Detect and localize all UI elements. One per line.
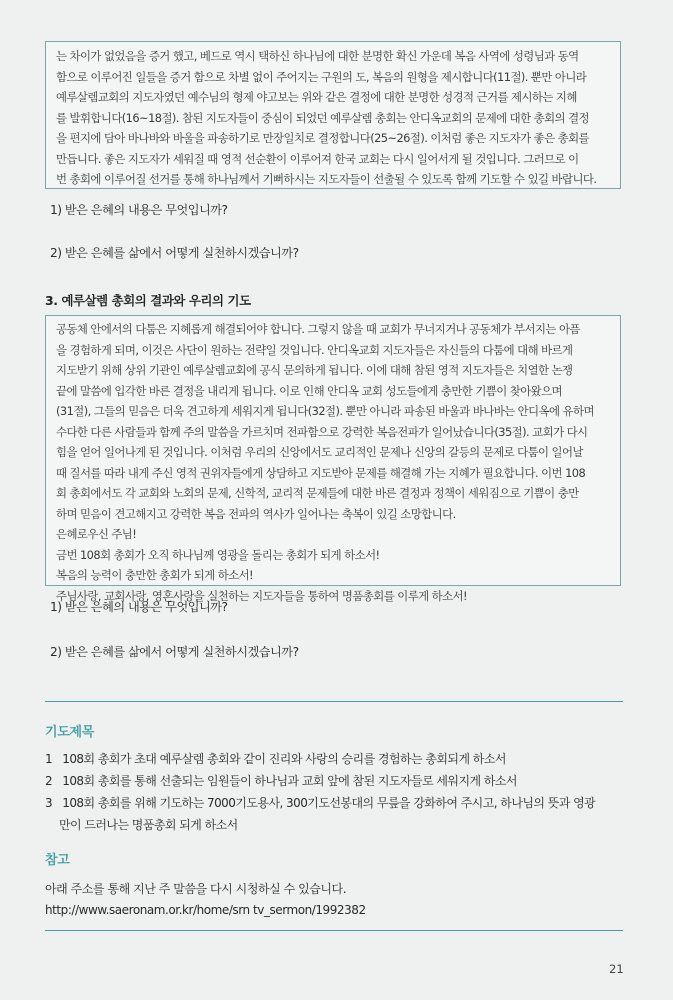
section-heading: 3. 예루살렘 총회의 결과와 우리의 기도 bbox=[45, 293, 251, 308]
question-1-grace: 1) 받은 은혜의 내용은 무엇입니까? bbox=[50, 203, 228, 217]
box2-prayer-line: 주님사랑, 교회사랑, 영혼사랑을 실천하는 지도자들을 통하여 명품총회를 이루게 하소서! bbox=[56, 588, 468, 603]
box2-line: 끝에 말씀에 입각한 바른 결정을 내리게 됩니다. 이로 인해 안디옥 교회 성도들에게 충만한 기쁨이 찾아왔으며 bbox=[56, 383, 563, 398]
box2-line: 을 경험하게 되며, 이것은 사단이 원하는 전략일 것입니다. 안디옥교회 지도자들은 자신들의 다툼에 대해 바르게 bbox=[56, 342, 573, 357]
box1-line: 함으로 이루어진 일들을 증거 함으로 차별 없이 주어지는 구원의 도, 복음의 원형을 제시합니다(11절). 뿐만 아니라 bbox=[56, 69, 587, 84]
box2-line: 하며 믿음이 견고해지고 강력한 복음 전파의 역사가 일어나는 축복이 있길 소망합니다. bbox=[56, 506, 456, 521]
sermon-text-box-2 bbox=[45, 315, 621, 603]
question-2-practice: 2) 받은 은혜를 삶에서 어떻게 실천하시겠습니까? bbox=[50, 645, 299, 659]
divider bbox=[45, 930, 623, 931]
prayer-item-text: 108회 총회가 초대 예루살렘 총회와 같이 진리와 사랑의 승리를 경험하는 총회되게 하소서 bbox=[62, 752, 506, 766]
prayer-title: 기도제목 bbox=[45, 725, 95, 740]
box2-prayer-line: 은혜로우신 주님! bbox=[56, 527, 137, 541]
prayer-list bbox=[45, 748, 625, 836]
box2-prayer-line: 복음의 능력이 충만한 총회가 되게 하소서! bbox=[56, 568, 254, 582]
box2-line: 회 총회에서도 각 교회와 노회의 문제, 신학적, 교리적 문제들에 대한 바른 결정과 정책이 세워짐으로 기쁨이 충만 bbox=[56, 486, 579, 500]
prayer-item-number: 2 bbox=[45, 774, 53, 788]
box2-line: 지도받기 위해 상위 기관인 예루살렘교회에 공식 문의하게 됩니다. 이에 대해 참된 영적 지도자들은 치열한 논쟁 bbox=[56, 363, 573, 377]
box2-line: 공동체 안에서의 다툼은 지혜롭게 해결되어야 합니다. 그렇지 않을 때 교회가 무너지거나 공동체가 부서지는 아픔 bbox=[56, 322, 580, 336]
box2-line: 수다한 다른 사람들과 함께 주의 말씀을 가르치며 전파함으로 강력한 복음전파가 일어났습니다(35절). 교회가 다시 bbox=[56, 424, 588, 439]
box2-line: 힘을 얻어 일어나게 된 것입니다. 이처럼 우리의 신앙에서도 교리적인 문제나 신앙의 갈등의 문제로 다툼이 일어날 bbox=[56, 445, 583, 459]
prayer-item bbox=[45, 792, 625, 814]
reference-text: 아래 주소를 통해 지난 주 말씀을 다시 시청하실 수 있습니다. bbox=[45, 882, 347, 896]
prayer-item-continuation: 만이 드러나는 명품총회 되게 하소서 bbox=[59, 818, 238, 832]
box1-line: 는 차이가 없었음을 증거 했고, 베드로 역시 택하신 하나님에 대한 분명한 확신 가운데 복음 사역에 성령님과 동역 bbox=[56, 49, 579, 63]
prayer-item bbox=[45, 770, 625, 792]
box2-line: (31절), 그들의 믿음은 더욱 견고하게 세워지게 됩니다(32절). 뿐만 아니라 파송된 바울과 바나바는 안디옥에 유하며 bbox=[56, 404, 594, 418]
reference-title: 참고 bbox=[45, 853, 70, 868]
box1-line: 만듭니다. 좋은 지도자가 세워질 때 영적 선순환이 이루어져 한국 교회는 다시 일어서게 될 것입니다. 그러므로 이 bbox=[56, 151, 579, 166]
divider bbox=[45, 701, 623, 702]
box1-line: 를 발휘합니다(16~18절). 참된 지도자들이 중심이 되었던 예루살렘 총회는 안디옥교회의 문제에 대한 총회의 결정 bbox=[56, 110, 589, 125]
box2-line: 때 질서를 따라 내게 주신 영적 권위자들에게 상담하고 지도받아 문제를 해결해 가는 지혜가 필요합니다. 이번 108 bbox=[56, 465, 586, 480]
box2-prayer-line: 금번 108회 총회가 오직 하나님께 영광을 돌리는 총회가 되게 하소서! bbox=[56, 547, 380, 562]
prayer-item-number: 1 bbox=[45, 752, 53, 766]
prayer-item-text: 108회 총회를 통해 선출되는 임원들이 하나님과 교회 앞에 참된 지도자들로 세워지게 하소서 bbox=[62, 774, 517, 788]
sermon-text-box-1 bbox=[45, 41, 621, 189]
reference-url-link[interactable]: http://www.saeronam.or.kr/home/srn tv_sermon/1992382 bbox=[45, 903, 366, 917]
prayer-item-number: 3 bbox=[45, 796, 53, 810]
box1-line: 을 편지에 담아 바나바와 바울을 파송하기로 만장일치로 결정합니다(25~26절). 이처럼 좋은 지도자가 좋은 총회를 bbox=[56, 131, 589, 145]
question-1-grace: 1) 받은 은혜의 내용은 무엇입니까? bbox=[50, 600, 228, 614]
page-number: 21 bbox=[609, 962, 624, 976]
question-2-practice: 2) 받은 은혜를 삶에서 어떻게 실천하시겠습니까? bbox=[50, 246, 299, 260]
box1-line: 번 총회에 이루어질 선거를 통해 하나님께서 기뻐하시는 지도자들이 선출될 수 있도록 함께 기도할 수 있길 바랍니다. bbox=[56, 172, 597, 186]
prayer-item-text: 108회 총회를 위해 기도하는 7000기도용사, 300기도선봉대의 무릎을 강화하여 주시고, 하나님의 뜻과 영광 bbox=[62, 796, 596, 810]
prayer-item bbox=[45, 748, 625, 770]
box1-line: 예루살렘교회의 지도자였던 예수님의 형제 야고보는 위와 같은 결정에 대한 분명한 성경적 근거를 제시하는 지혜 bbox=[56, 90, 577, 104]
